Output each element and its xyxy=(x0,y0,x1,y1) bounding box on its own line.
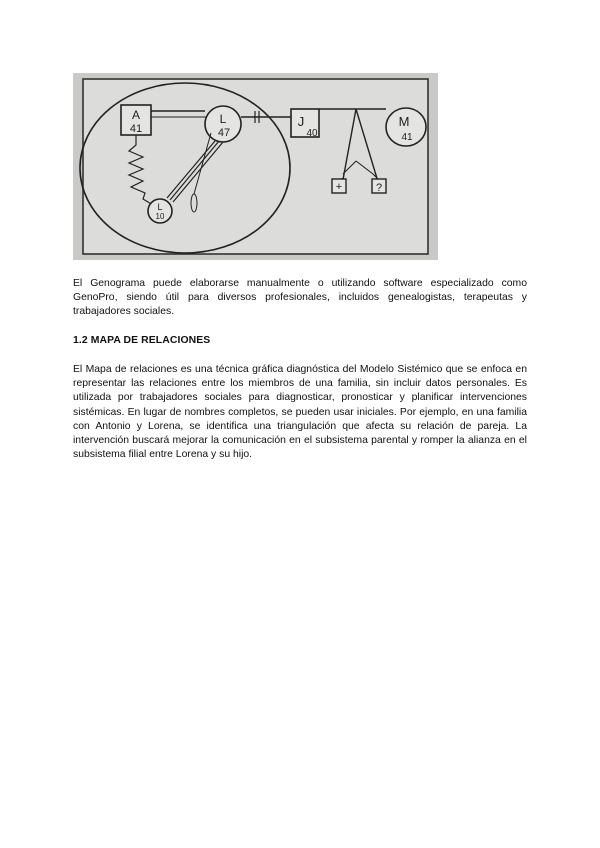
person-l47-letter: L xyxy=(219,112,227,126)
genogram-drawing xyxy=(73,73,438,260)
person-a-age: 41 xyxy=(129,123,143,135)
person-m-age: 41 xyxy=(401,132,413,143)
child-1-mark: + xyxy=(335,181,343,193)
paragraph-mapa-relaciones: El Mapa de relaciones es una técnica gráfica diagnóstica del Modelo Sistémico que se enfoca en representar las relaciones entre los miembros de una familia, sin incluir datos personales. Es utilizada por trabajadores sociales para diagnosticar, pronosticar y planificar intervenciones sistémicas. En lugar de nombres completos, se pueden usar iniciales. Por ejemplo, en una familia con Antonio y Lorena, se identifica una triangulación que afecta su relación de pareja. La intervención buscará mejorar la comunicación en el subsistema parental y romper la alianza en el subsistema filial entre Lorena y su hijo. xyxy=(73,364,527,461)
person-j-age: 40 xyxy=(306,128,318,139)
child-2-mark: ? xyxy=(375,182,383,194)
section-heading: 1.2 MAPA DE RELACIONES xyxy=(73,335,211,346)
paragraph-genograma: El Genograma puede elaborarse manualmente o utilizando software especializado como GenoPro, siendo útil para diversos profesionales, incluidos genealogistas, terapeutas y trabajadores sociales. xyxy=(73,278,527,318)
person-l10-letter: L xyxy=(157,202,163,212)
genogram-photo xyxy=(73,73,438,260)
person-a-letter: A xyxy=(131,108,141,122)
person-m-letter: M xyxy=(398,114,410,129)
person-l10-age: 10 xyxy=(155,212,165,221)
person-j-letter: J xyxy=(297,114,305,129)
person-l47-age: 47 xyxy=(217,127,231,139)
